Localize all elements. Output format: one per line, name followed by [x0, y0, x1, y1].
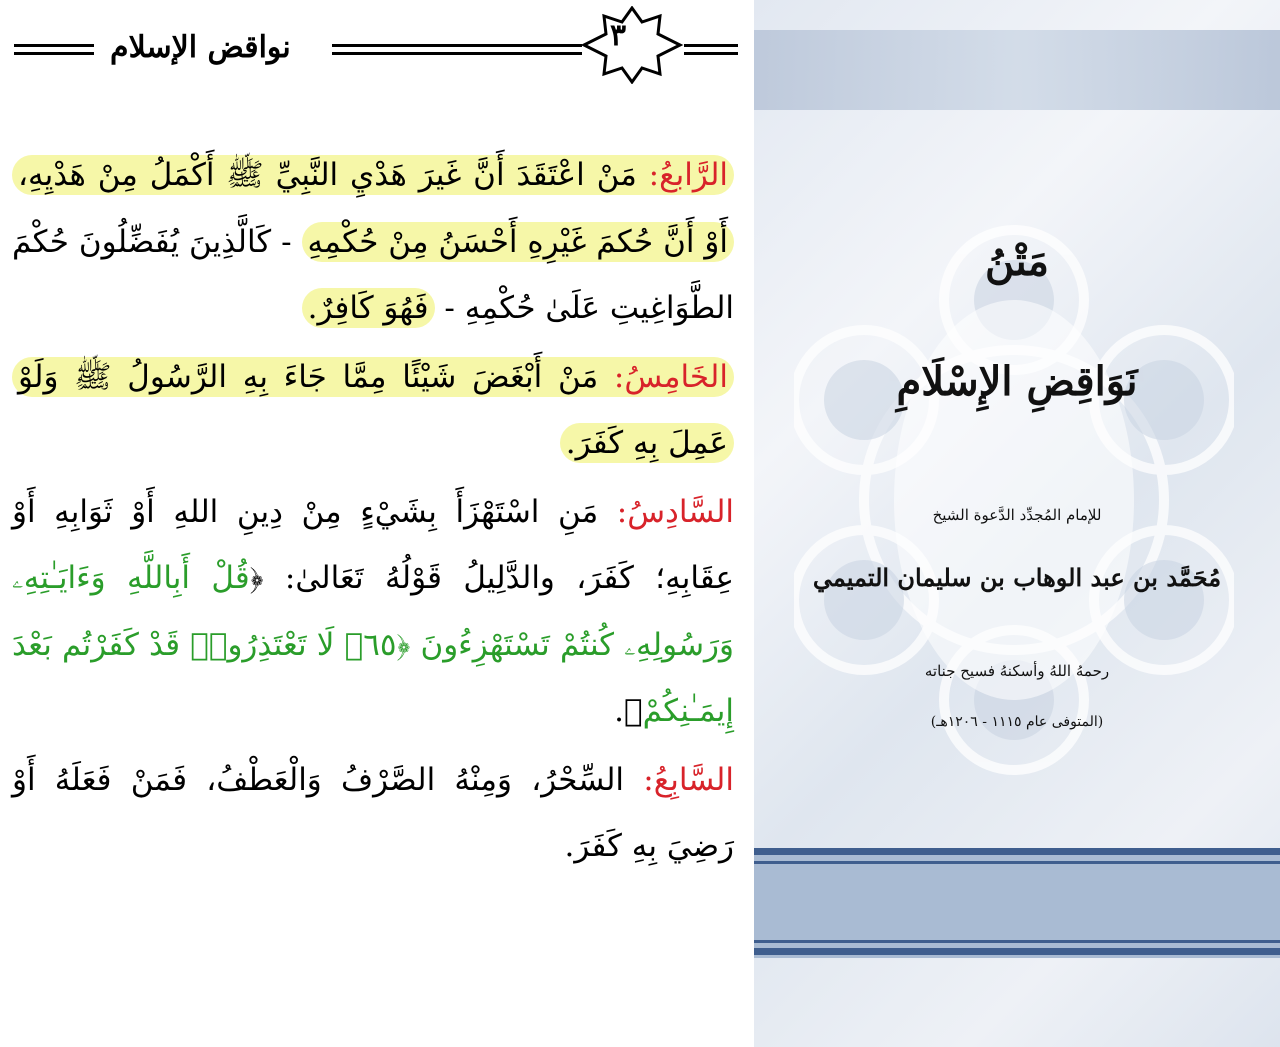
- book-cover: [754, 0, 1280, 1047]
- paragraph-lead: الرَّابعُ:: [648, 157, 729, 193]
- cover-band-line: [754, 848, 1280, 855]
- paragraph-fourth: [12, 142, 734, 342]
- header-rule-left-2: [14, 52, 94, 55]
- paragraph-sixth: [12, 479, 734, 745]
- paragraph-text: مَنْ أَبْغَضَ شَيْئًا مِمَّا جَاءَ بِهِ الرَّسُولُ ﷺ وَلَوْ عَمِلَ بِهِ كَفَرَ.: [18, 358, 728, 461]
- page-body: [12, 142, 734, 882]
- paragraph-lead: السَّابِعُ:: [643, 761, 734, 798]
- cover-top-band: [754, 30, 1280, 110]
- header-rule-middle: [332, 44, 582, 47]
- cover-death-dates: (المتوفى عام ١١١٥ - ١٢٠٦هـ): [930, 714, 1104, 730]
- cover-band-line: [754, 948, 1280, 955]
- page-number: ٣: [609, 18, 627, 53]
- quran-brace-close: ﴾.: [614, 693, 643, 729]
- page-header: [14, 0, 738, 110]
- paragraph-seventh: [12, 747, 734, 880]
- paragraph-text: مَنِ اسْتَهْزَأَ بِشَيْءٍ مِنْ دِينِ اللهِ أَوْ ثَوَابِهِ أَوْ عِقَابِهِ؛ كَفَرَ، والدَّلِيلُ قَوْلُهُ تَعَالىٰ:: [12, 493, 734, 596]
- highlighted-passage: فَهُوَ كَافِرٌ.: [302, 288, 435, 328]
- cover-matn: مَتْنُ: [985, 238, 1049, 285]
- header-rule-middle-2: [332, 52, 582, 55]
- cover-supplication: رحمهُ اللهُ وأسكنهُ فسيح جناته: [924, 662, 1110, 680]
- cover-title: نَوَاقِضِ الإِسْلَامِ: [896, 358, 1138, 405]
- paragraph-lead: الخَامِسُ:: [613, 358, 728, 395]
- cover-bottom-band: [754, 848, 1280, 958]
- header-title: نواقض الإسلام: [110, 30, 291, 65]
- cover-band-line: [754, 940, 1280, 943]
- paragraph-fifth: [12, 344, 734, 477]
- header-rule-right-2: [684, 52, 738, 55]
- cover-author: مُحَمَّد بن عبد الوهاب بن سليمان التميمي: [812, 563, 1222, 592]
- quran-brace-open: ﴿: [249, 560, 285, 596]
- paragraph-text: السِّحْرُ، وَمِنْهُ الصَّرْفُ وَالْعَطْفُ، فَمَنْ فَعَلَهُ أَوْ رَضِيَ بِهِ كَفَرَ.: [12, 761, 734, 864]
- paragraph-text: مَنْ اعْتَقَدَ أَنَّ غَيرَ هَدْيِ النَّبِيِّ ﷺ أَكْمَلُ مِنْ هَدْيِهِ، أَوْ أَنَّ حُكمَ غَيْرِهِ أَحْسَنُ مِنْ حُكْمِهِ: [18, 157, 729, 260]
- paragraph-text: - كَالَّذِينَ يُفَضِّلُونَ حُكْمَ الطَّوَاغِيتِ عَلَىٰ حُكْمِهِ -: [12, 223, 734, 326]
- cover-imam-line: للإمام المُجدِّد الدَّعوة الشيخ: [932, 506, 1102, 524]
- cover-band-line: [754, 861, 1280, 864]
- quran-verse: قُلْ أَبِاللَّهِ وَءَايَـٰتِهِۦ وَرَسُولِهِۦ كُنتُمْ تَسْتَهْزِءُونَ ﴿٦٥﴾ لَا تَعْتَذِرُوا۟ قَدْ كَفَرْتُم بَعْدَ إِيمَـٰنِكُمْ: [12, 560, 734, 729]
- paragraph-lead: السَّادِسُ:: [616, 493, 734, 530]
- header-rule-right: [684, 44, 738, 47]
- highlighted-passage: [12, 357, 734, 464]
- header-rule-left: [14, 44, 94, 47]
